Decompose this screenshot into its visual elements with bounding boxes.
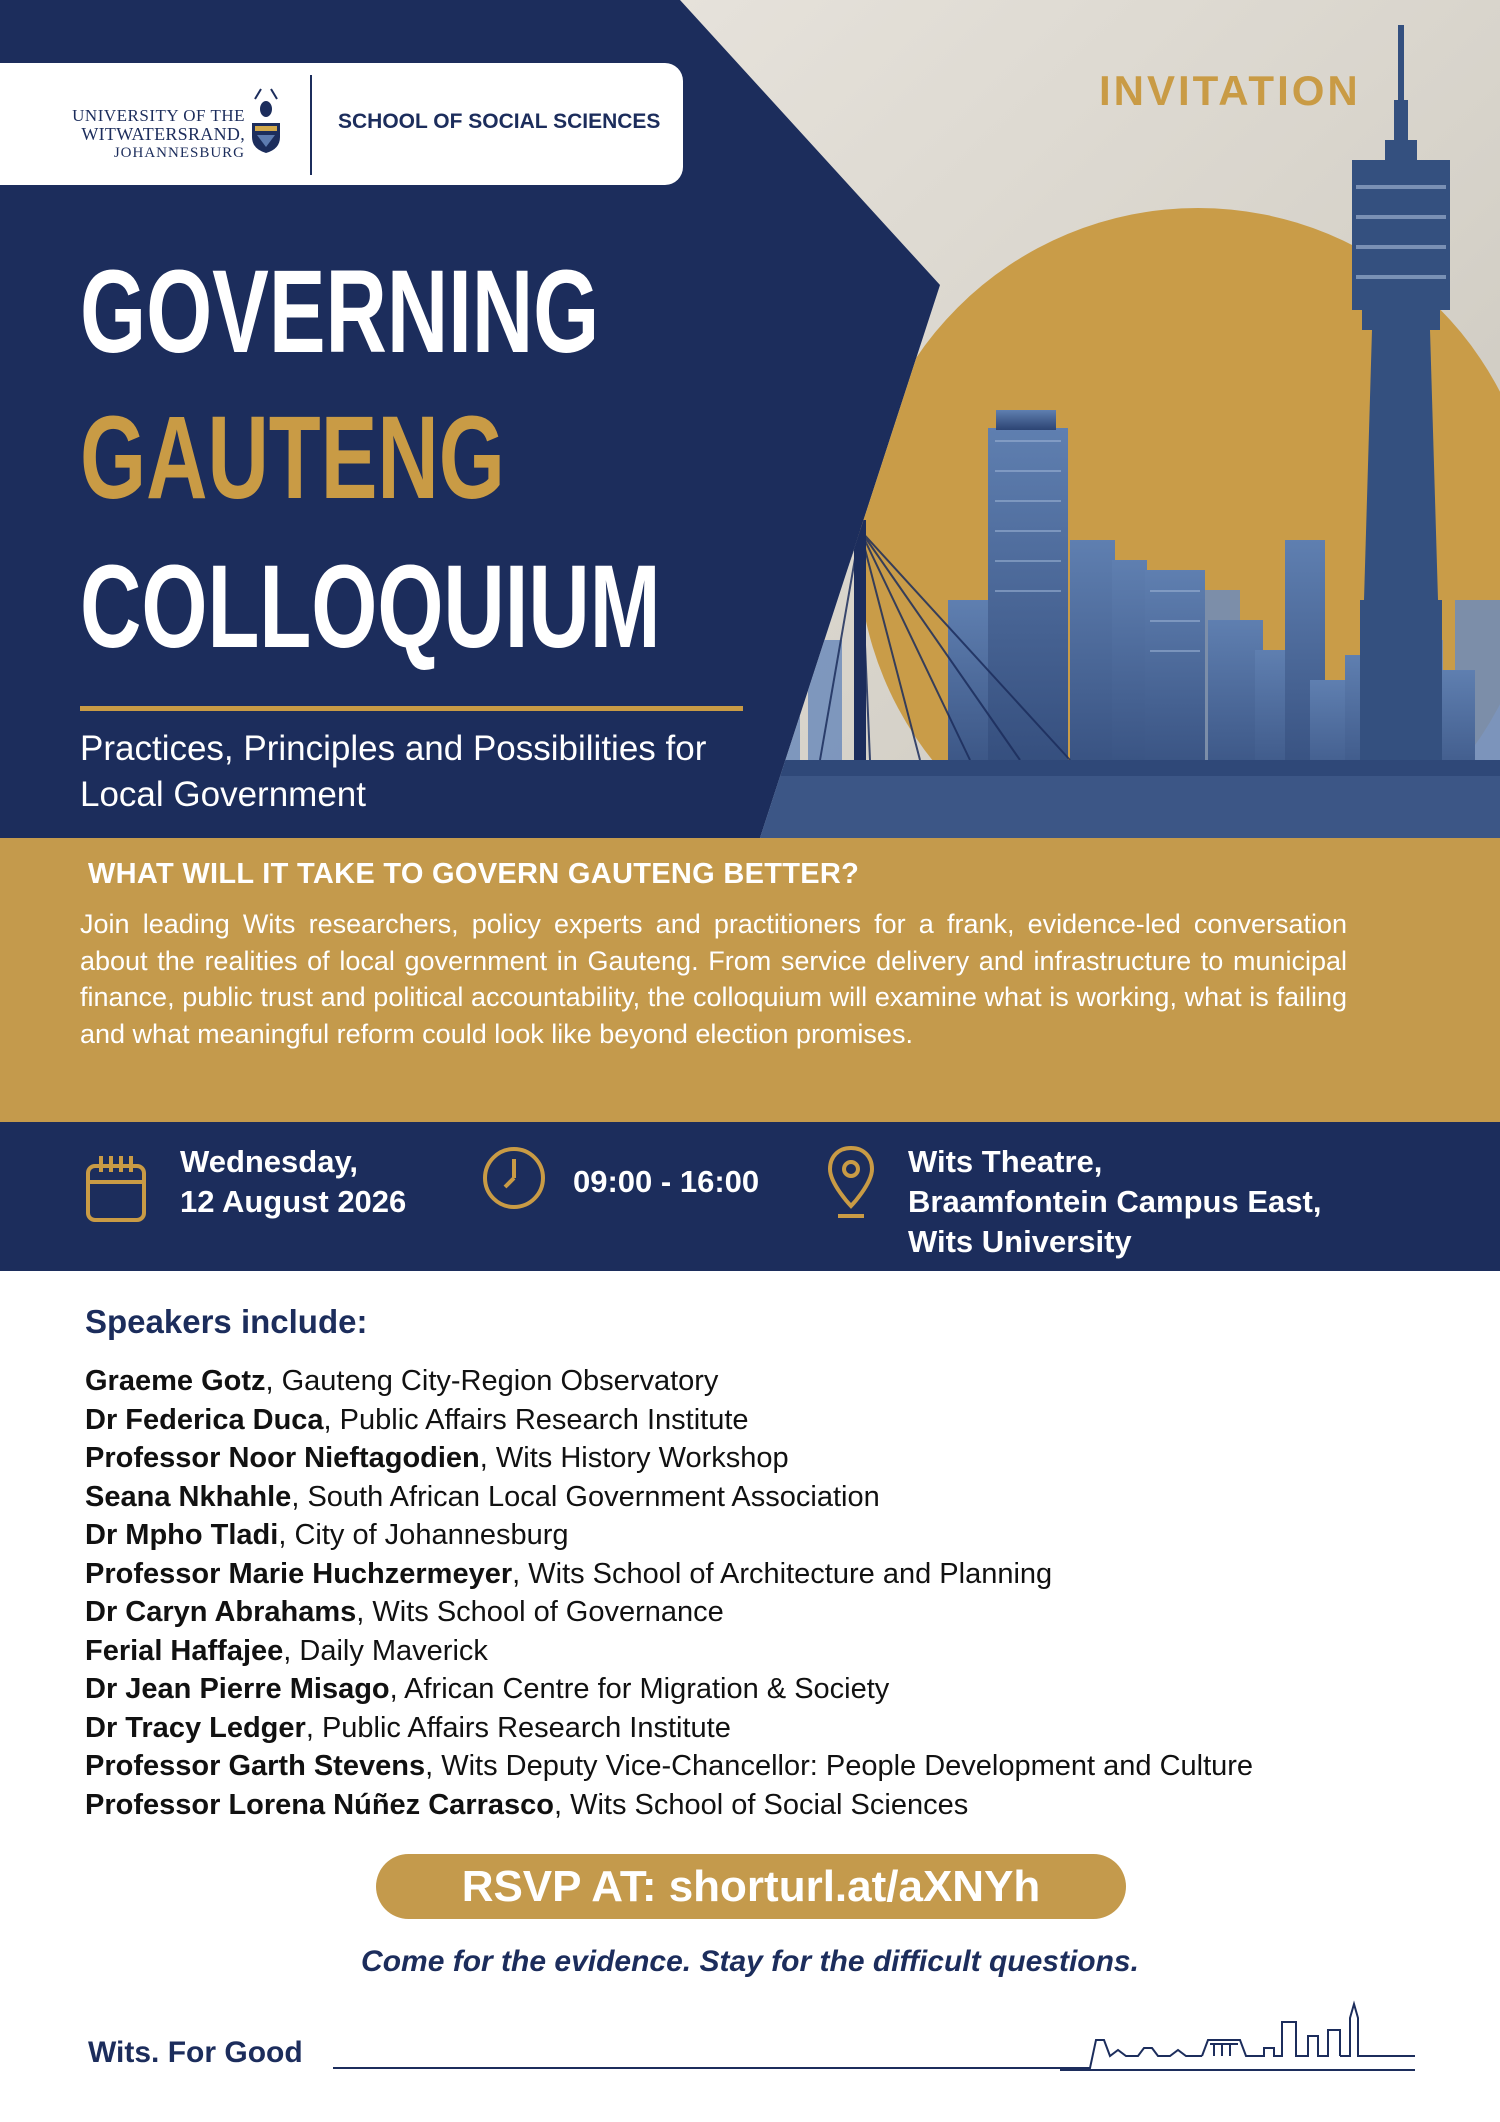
speaker-item — [85, 1709, 1253, 1748]
speaker-item — [85, 1439, 1253, 1478]
speaker-item — [85, 1516, 1253, 1555]
speaker-affiliation: , Daily Maverick — [283, 1634, 488, 1667]
school-name: SCHOOL OF SOCIAL SCIENCES — [338, 110, 661, 133]
speaker-name: Graeme Gotz — [85, 1365, 266, 1397]
event-date-line1: Wednesday, — [180, 1144, 359, 1179]
speakers-heading: Speakers include: — [85, 1303, 368, 1340]
logo-bar — [0, 63, 683, 185]
speaker-name: Dr Federica Duca — [85, 1403, 324, 1436]
speaker-item — [85, 1786, 1253, 1825]
title-line2: GAUTENG — [80, 392, 505, 524]
subtitle: Practices, Principles and Possibilities for Local Government — [80, 729, 707, 814]
clock-icon — [481, 1145, 547, 1211]
speaker-item — [85, 1362, 1253, 1401]
speaker-name: Ferial Haffajee — [85, 1634, 284, 1667]
event-time: 09:00 - 16:00 — [573, 1164, 760, 1199]
speaker-item — [85, 1593, 1253, 1632]
intro-body: Join leading Wits researchers, policy experts and practitioners for a frank, evidence-led conversation about the realities of local government in Gauteng. From service delivery and infrastructure to municipal finance, public trust and political accountability, the colloquium will examine what is working, what is failing and what meaningful reform could look like beyond election promises. — [80, 909, 1347, 1049]
event-date-line2: 12 August 2026 — [180, 1184, 407, 1219]
speaker-affiliation: , Public Affairs Research Institute — [323, 1403, 749, 1436]
speaker-name: Professor Marie Huchzermeyer — [85, 1557, 513, 1590]
university-wordmark — [60, 106, 245, 163]
university-crest-icon — [249, 85, 283, 155]
venue-line2: Braamfontein Campus East, — [908, 1184, 1322, 1219]
speaker-name: Dr Mpho Tladi — [85, 1519, 279, 1551]
speaker-affiliation: , City of Johannesburg — [278, 1519, 569, 1551]
event-info-bar — [0, 1122, 1500, 1271]
intro-question: WHAT WILL IT TAKE TO GOVERN GAUTENG BETTER? — [88, 858, 860, 890]
location-pin-icon — [826, 1144, 876, 1220]
speaker-item — [85, 1747, 1253, 1786]
speaker-affiliation: , South African Local Government Association — [291, 1480, 880, 1513]
university-line2: WITWATERSRAND, — [81, 124, 245, 144]
intro-band — [0, 838, 1500, 1122]
speaker-name: Dr Tracy Ledger — [85, 1711, 306, 1744]
speaker-name: Professor Lorena Núñez Carrasco — [85, 1788, 554, 1821]
skyline-outline-icon — [1060, 2000, 1415, 2072]
speaker-affiliation: , Wits School of Architecture and Planning — [512, 1557, 1053, 1590]
logo-divider — [310, 75, 312, 175]
speaker-affiliation: , Wits School of Governance — [356, 1596, 724, 1628]
title-line1: GOVERNING — [80, 246, 600, 378]
speaker-name: Dr Caryn Abrahams — [85, 1596, 357, 1628]
speaker-item — [85, 1478, 1253, 1517]
hero-section — [0, 0, 1500, 838]
speaker-item — [85, 1555, 1253, 1594]
speaker-name: Dr Jean Pierre Misago — [85, 1673, 390, 1705]
speaker-item — [85, 1670, 1253, 1709]
footer-label: Wits. For Good — [88, 2036, 303, 2069]
speaker-name: Professor Garth Stevens — [85, 1750, 426, 1782]
speaker-item — [85, 1401, 1253, 1440]
speakers-list — [85, 1362, 1253, 1824]
university-line1: UNIVERSITY OF THE — [72, 106, 245, 125]
speaker-affiliation: , Wits Deputy Vice-Chancellor: People Development and Culture — [425, 1750, 1254, 1782]
venue-line3: Wits University — [908, 1224, 1132, 1259]
footer-line — [333, 2067, 1088, 2069]
rsvp-link[interactable]: RSVP AT: shorturl.at/aXNYh — [376, 1854, 1126, 1919]
speaker-affiliation: , Wits School of Social Sciences — [553, 1788, 969, 1821]
venue-line1: Wits Theatre, — [908, 1144, 1103, 1179]
tagline: Come for the evidence. Stay for the difficult questions. — [361, 1945, 1139, 1978]
speaker-affiliation: , Gauteng City-Region Observatory — [265, 1365, 719, 1397]
speaker-name: Seana Nkhahle — [85, 1480, 292, 1513]
speaker-item — [85, 1632, 1253, 1671]
invitation-label: INVITATION — [1099, 67, 1361, 114]
speaker-affiliation: , Public Affairs Research Institute — [305, 1711, 731, 1744]
title-line3: COLLOQUIUM — [80, 541, 661, 673]
speaker-affiliation: , African Centre for Migration & Society — [389, 1673, 890, 1705]
title-rule — [80, 706, 743, 711]
speaker-affiliation: , Wits History Workshop — [479, 1442, 789, 1474]
calendar-icon — [85, 1152, 147, 1224]
speaker-name: Professor Noor Nieftagodien — [85, 1442, 480, 1474]
university-line3: JOHANNESBURG — [113, 145, 245, 161]
